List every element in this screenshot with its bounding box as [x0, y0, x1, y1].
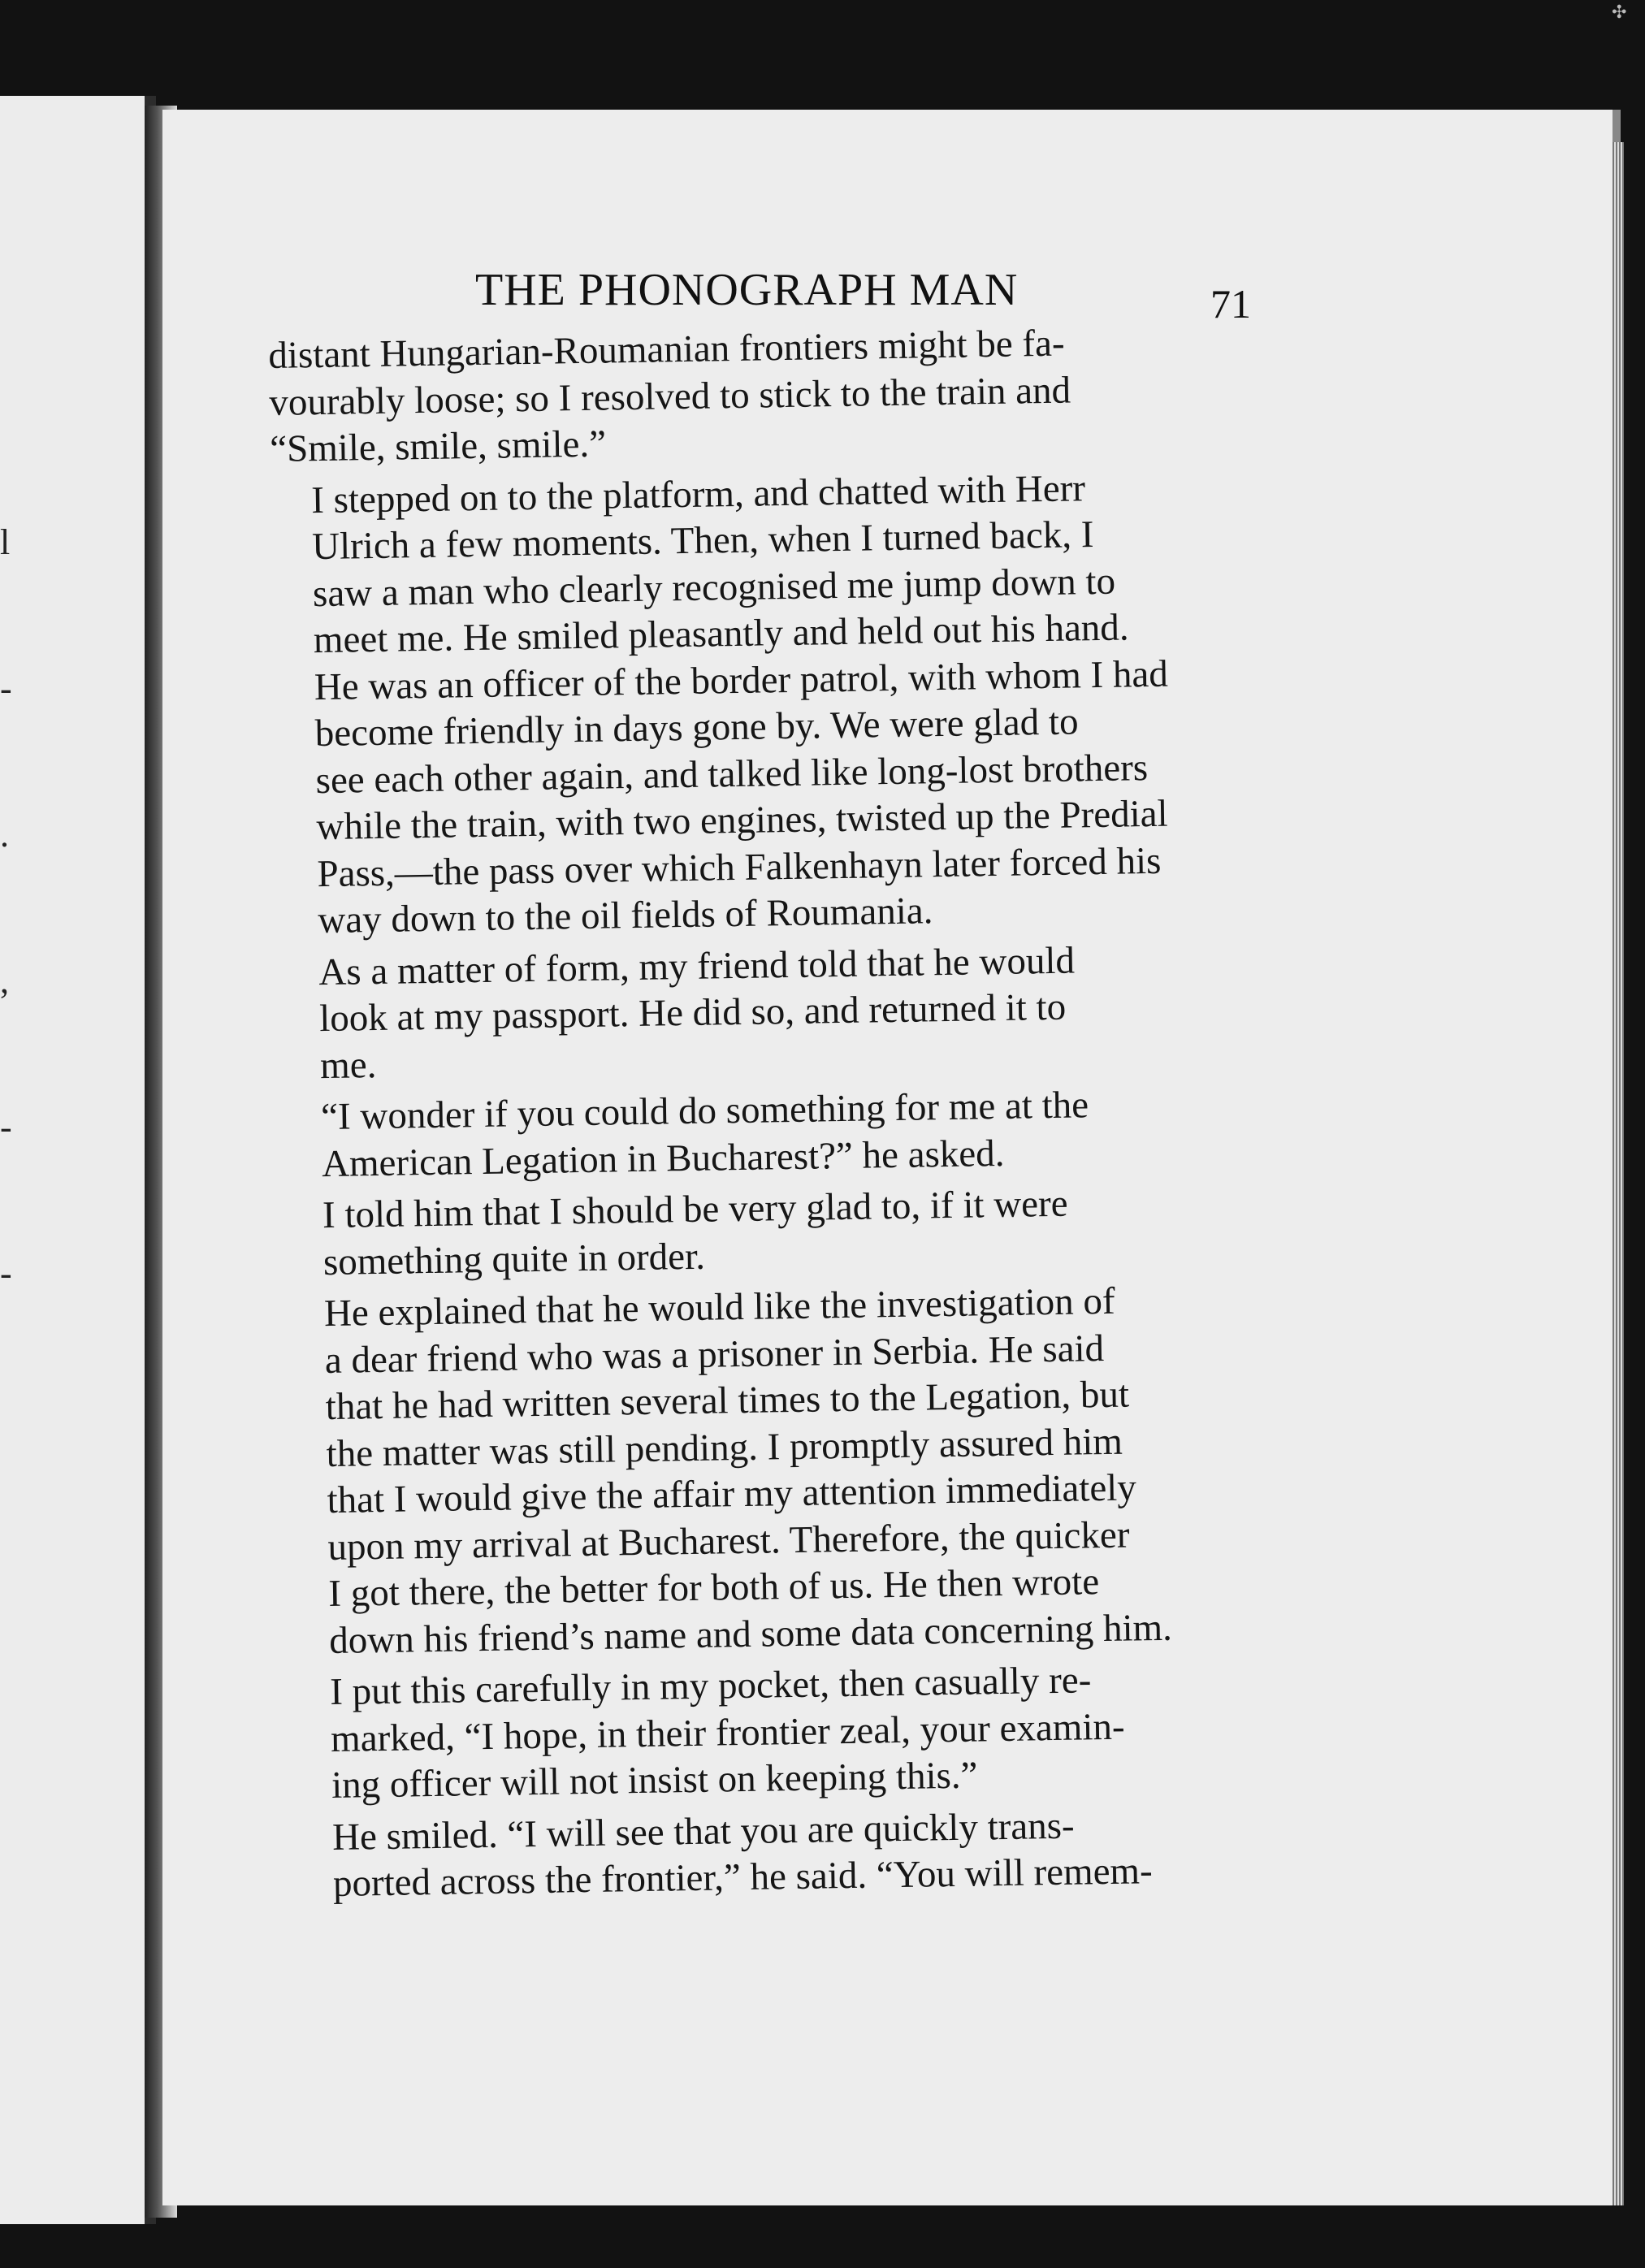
- edge-mark: -: [0, 669, 12, 708]
- page-number: 71: [1210, 281, 1251, 327]
- paragraph: [284, 1276, 1276, 1665]
- corner-mark-icon: ✣: [1612, 2, 1627, 22]
- text-line: ing officer will not insist on keeping this.”: [331, 1754, 978, 1807]
- text-line: Ulrich a few moments. Then, when I turned back, I: [311, 513, 1094, 569]
- text-line: something quite in order.: [323, 1235, 706, 1283]
- text-line: He smiled. “I will see that you are quickly trans-: [331, 1804, 1075, 1859]
- edge-mark: .: [0, 815, 9, 855]
- body-text: [268, 318, 1279, 1913]
- paragraph: [268, 318, 1258, 474]
- text-line: Pass,—the pass over which Falkenhayn later forced his: [317, 839, 1162, 895]
- edge-mark: -: [0, 1107, 12, 1147]
- text-line: I got there, the better for both of us. He then wrote: [327, 1560, 1100, 1616]
- text-line: down his friend’s name and some data concerning him.: [328, 1606, 1173, 1662]
- paragraph: [278, 934, 1267, 1090]
- text-line: that he had written several times to the Legation, but: [325, 1373, 1130, 1429]
- text-line: I told him that I should be very glad to, if it were: [322, 1182, 1068, 1237]
- paragraph: [289, 1655, 1279, 1811]
- text-line: way down to the oil fields of Roumania.: [317, 889, 933, 942]
- text-line: “I wonder if you could do something for me at the: [320, 1084, 1089, 1139]
- text-line: a dear friend who was a prisoner in Serbia. He said: [324, 1327, 1105, 1382]
- text-line: vourably loose; so I resolved to stick to the train and: [268, 368, 1071, 424]
- paragraph: [292, 1799, 1280, 1908]
- text-line: become friendly in days gone by. We were glad to: [314, 700, 1079, 755]
- paragraph: [280, 1080, 1269, 1188]
- edge-mark: l: [0, 522, 11, 562]
- text-line: “Smile, smile, smile.”: [269, 422, 607, 470]
- text-line: ported across the frontier,” he said. “You will remem-: [332, 1850, 1154, 1905]
- text-line: As a matter of form, my friend told that he would: [318, 939, 1076, 993]
- text-line: that I would give the affair my attention immediately: [327, 1466, 1137, 1522]
- text-line: look at my passport. He did so, and returned it to: [318, 985, 1067, 1041]
- edge-mark: ,: [0, 961, 9, 1001]
- paragraph: [282, 1178, 1271, 1287]
- text-line: American Legation in Bucharest?” he asked.: [321, 1132, 1005, 1185]
- text-line: see each other again, and talked like long-lost brothers: [315, 746, 1149, 802]
- text-line: the matter was still pending. I promptly assured him: [326, 1420, 1123, 1475]
- running-head: THE PHONOGRAPH MAN: [475, 265, 1019, 315]
- edge-mark: -: [0, 1253, 12, 1293]
- left-page: [0, 96, 156, 2224]
- text-line: He was an officer of the border patrol, with whom I had: [314, 652, 1169, 708]
- text-line: me.: [319, 1043, 377, 1087]
- paragraph: [271, 462, 1265, 945]
- page-edge-stack: [1613, 142, 1624, 2205]
- text-line: meet me. He smiled pleasantly and held out his hand.: [313, 606, 1129, 662]
- text-line: saw a man who clearly recognised me jump down to: [312, 560, 1116, 615]
- text-line: I stepped on to the platform, and chatted with Herr: [310, 466, 1086, 522]
- text-line: marked, “I hope, in their frontier zeal, your examin-: [330, 1705, 1125, 1760]
- text-line: He explained that he would like the investigation of: [323, 1279, 1115, 1335]
- text-line: distant Hungarian-Roumanian frontiers might be fa-: [268, 322, 1065, 377]
- text-line: while the train, with two engines, twisted up the Predial: [316, 792, 1169, 849]
- text-line: upon my arrival at Bucharest. Therefore, the quicker: [327, 1513, 1130, 1569]
- left-page-edge-text: [0, 421, 16, 1396]
- text-line: I put this carefully in my pocket, then casually re-: [329, 1659, 1092, 1714]
